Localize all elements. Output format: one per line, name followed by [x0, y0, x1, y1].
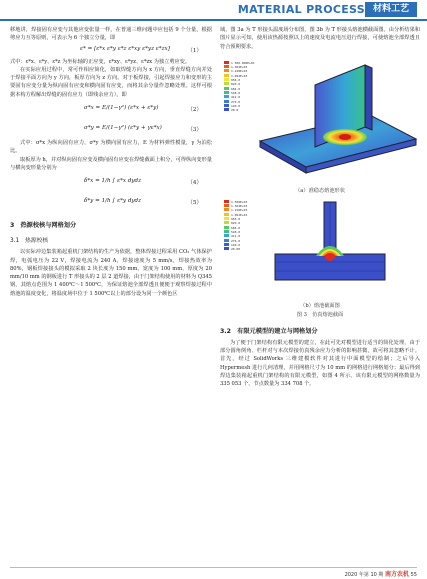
figure-subcaption: （a）准稳态熔池形状 — [295, 187, 345, 194]
equation-5 — [10, 192, 212, 212]
paragraph: 式中：ε*x、ε*y、ε*z 为坐标轴的正应变，ε*xy、ε*yz、ε*zx 为独立剪应变。 — [10, 58, 191, 65]
section-heading: 3 热源校核与网格划分 — [10, 222, 77, 230]
equation-formula: δ*y = 1/h ∫ ε*y dydz — [84, 198, 142, 205]
legend-label: 276.0 — [231, 238, 241, 243]
equation-formula: σ*y = E/(1−γ²) (ε*y + γε*x) — [84, 125, 162, 132]
footer-rule — [10, 567, 417, 568]
legend-label: 412.0 — [231, 95, 241, 100]
header-rule — [0, 19, 427, 21]
equation-1 — [10, 43, 212, 58]
legend-label: 140.0 — [231, 242, 241, 247]
equation-2 — [10, 99, 212, 119]
paragraph: 移地讲，焊接固有应变与其他应变张量一样，在普通三维问题中应包括 9 个分量，根据剪应力互等原则，可表示为 6 个独立分量，即 — [10, 27, 212, 42]
legend-label: 1.228E+03 — [231, 208, 248, 213]
equation-3 — [10, 119, 212, 139]
legend-label: 1.500E+03 — [231, 199, 248, 204]
header-title-en: MATERIAL PROCESS — [237, 3, 365, 16]
legend-label: 1.364E+03 — [231, 65, 248, 70]
equation-4 — [10, 172, 212, 192]
paragraph: 取板厚为 h，并对纵向固有应变及横向固有应变在焊缝截面上积分，可得纵向变形量与横向变形量分别为 — [10, 156, 212, 171]
legend-label: 276.0 — [231, 99, 241, 104]
figure-caption: 图 3 仿真熔池截面 — [296, 311, 344, 318]
legend-label: 820.0 — [231, 221, 241, 226]
subsection-heading: 3.1 热源校核 — [10, 238, 49, 245]
equation-number: （2） — [187, 107, 202, 114]
paragraph: 式中：σ*x 为纵向固有应力，σ*y 为横向固有应力，E 为材料弹性模量，γ 为泊松比。 — [10, 140, 212, 155]
legend-label: 820.0 — [231, 82, 241, 87]
legend-label: 548.0 — [231, 229, 241, 234]
legend-label: 684.0 — [231, 225, 241, 230]
legend-label: 412.0 — [231, 234, 241, 239]
figure-subcaption: （b）熔池截面图 — [300, 302, 340, 309]
footer-issue: 2020 年第 10 期 — [344, 572, 384, 578]
equation-number: （1） — [187, 47, 202, 54]
equation-formula: ε* = [ε*x ε*y ε*z ε*xy ε*yz ε*zx] — [80, 45, 170, 52]
legend-label: 956.0 — [231, 78, 241, 83]
legend-label: 548.0 — [231, 90, 241, 95]
legend-label: 140.0 — [231, 103, 241, 108]
header-title-zh: 材料工艺 — [365, 2, 417, 17]
legend-label: 956.0 — [231, 217, 241, 222]
paragraph: 在实际应用过程中，常可作相应简化，如取焊缝方向为 x 方向，垂直焊缝方向并处于焊接平面方向为 y 方向，板厚方向为 z 方向。对于板焊接，引起焊接应力和变形的主要固有应变分量为纵向固有应变和横向固有应变，而将其余分量作忽略处理。这样可根据本构方程解出焊缝的固有应力（即残余应力），即 — [10, 66, 212, 98]
legend-label: 1.228E+03 — [231, 69, 248, 74]
equation-formula: δ*x = 1/h ∫ ε*x dydz — [84, 178, 142, 185]
footer-page-number: 55 — [410, 572, 417, 578]
paragraph: 为了便于门架结构有限元模型的建立，在此可先对模型进行适当的简化处理，由于部分圆角倒角、栏杆对与本次焊接仿真残余应力分析的影响甚微，故可将其忽略不计。首先，经过 SolidWorks 三维建模软件对其进行中面模型的绘制；之后导入 Hypermesh 进行几何清理，并用网格尺寸为 10 mm 的网格进行网格划分；最后得到焊边集装箱起重机门架结构的有限元模型，如图 4 所示。该有限元模型的网格数量为 335 053 个，节点数量为 334 708 个。 — [220, 339, 420, 388]
melt-pool-3d-image — [220, 55, 420, 185]
left-column — [10, 26, 212, 298]
equation-number: （4） — [187, 180, 202, 187]
legend-label: 1.092E+03 — [231, 73, 248, 78]
section-heading: 3.2 有限元模型的建立与网格划分 — [220, 327, 318, 335]
footer-journal: 南方农机 — [385, 571, 410, 578]
paragraph: 域，图 3a 为 T 形接头温度场分布图，图 3b 为 T 形接头熔池横截面图。由分析结果和图片显示可知，使用该热源按照以上的速度及电流电压进行焊接，可使熔池全部焊透且符合预期要求。 — [220, 27, 420, 50]
legend-label: 20.00 — [231, 247, 241, 252]
equation-number: （3） — [187, 127, 202, 134]
right-column — [220, 26, 420, 389]
figure-3a — [220, 55, 420, 185]
melt-pool-section-image — [220, 196, 420, 300]
page-header — [0, 0, 427, 22]
legend-label: 1.364E+03 — [231, 204, 248, 209]
legend-label: 20.0 — [231, 108, 239, 113]
equation-formula: σ*x = E/(1−γ²) (ε*x + ε*y) — [84, 105, 159, 112]
figure-3b — [220, 196, 420, 300]
page-footer — [345, 569, 417, 578]
legend-label: 684.0 — [231, 86, 241, 91]
equation-number: （5） — [187, 200, 202, 207]
legend-label: 1 500.000E+03 — [231, 60, 255, 65]
paragraph: 以实际冲边集装箱起重机门架结构的生产为依据，整体焊接过程采用 CO₂ 气体保护焊，电弧电压为 22 V，焊接电流为 240 A，焊接速度为 5 mm/s，焊接热效率为 80%，钢板焊接接头的模拟采取 2 块长度为 150 mm、宽度为 100 mm、厚度为 20 mm/10 mm 的钢板进行 T 形接头的 2 层 2 道焊接，由于门架结构使用的材料为 Q345 钢，其熔点范围为 1 400℃～1 500℃，为保证熔池全部焊透且便便于观察焊接过程中熔池的温度变化，将温度场中位于 1 500℃以上的部分设为同一个颜色区 — [10, 249, 212, 297]
legend-label: 1.092E+03 — [231, 212, 248, 217]
